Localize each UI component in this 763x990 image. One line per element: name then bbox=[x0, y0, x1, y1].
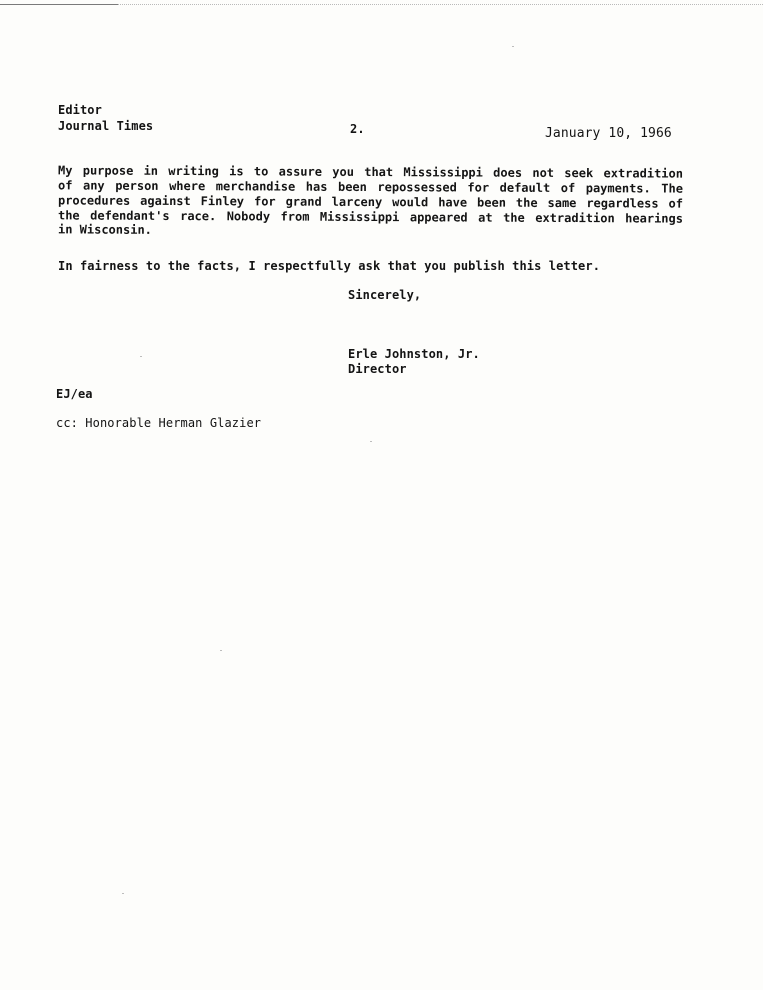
scan-speck bbox=[220, 650, 222, 651]
paragraph-1-line-4: the defendant's race. Nobody from Mississippi appeared at the extradition hearings bbox=[57, 208, 684, 226]
scan-speck bbox=[512, 46, 514, 47]
scan-edge-artifact-dark bbox=[0, 4, 118, 5]
paragraph-1-line-3: procedures against Finley for grand larceny would have been the same regardless of bbox=[57, 193, 684, 211]
signer-title: Director bbox=[348, 362, 407, 376]
paragraph-1-line-1: My purpose in writing is to assure you that Mississippi does not seek extradition bbox=[57, 163, 684, 181]
recipient-line-1: Editor bbox=[58, 103, 102, 117]
letter-date: January 10, 1966 bbox=[545, 126, 672, 141]
carbon-copy: cc: Honorable Herman Glazier bbox=[56, 416, 262, 430]
page-number: 2. bbox=[350, 122, 365, 136]
recipient-line-2: Journal Times bbox=[58, 119, 154, 133]
paragraph-1-line-5: in Wisconsin. bbox=[57, 222, 152, 237]
closing: Sincerely, bbox=[348, 288, 422, 302]
paragraph-1-line-2: of any person where merchandise has been repossessed for default of payments. The bbox=[57, 178, 684, 196]
paragraph-2: In fairness to the facts, I respectfully ask that you publish this letter. bbox=[58, 259, 601, 273]
scan-speck bbox=[370, 441, 372, 442]
scan-speck bbox=[140, 356, 142, 357]
typist-initials: EJ/ea bbox=[56, 387, 93, 401]
signer-name: Erle Johnston, Jr. bbox=[348, 347, 480, 361]
scan-speck bbox=[122, 893, 124, 894]
